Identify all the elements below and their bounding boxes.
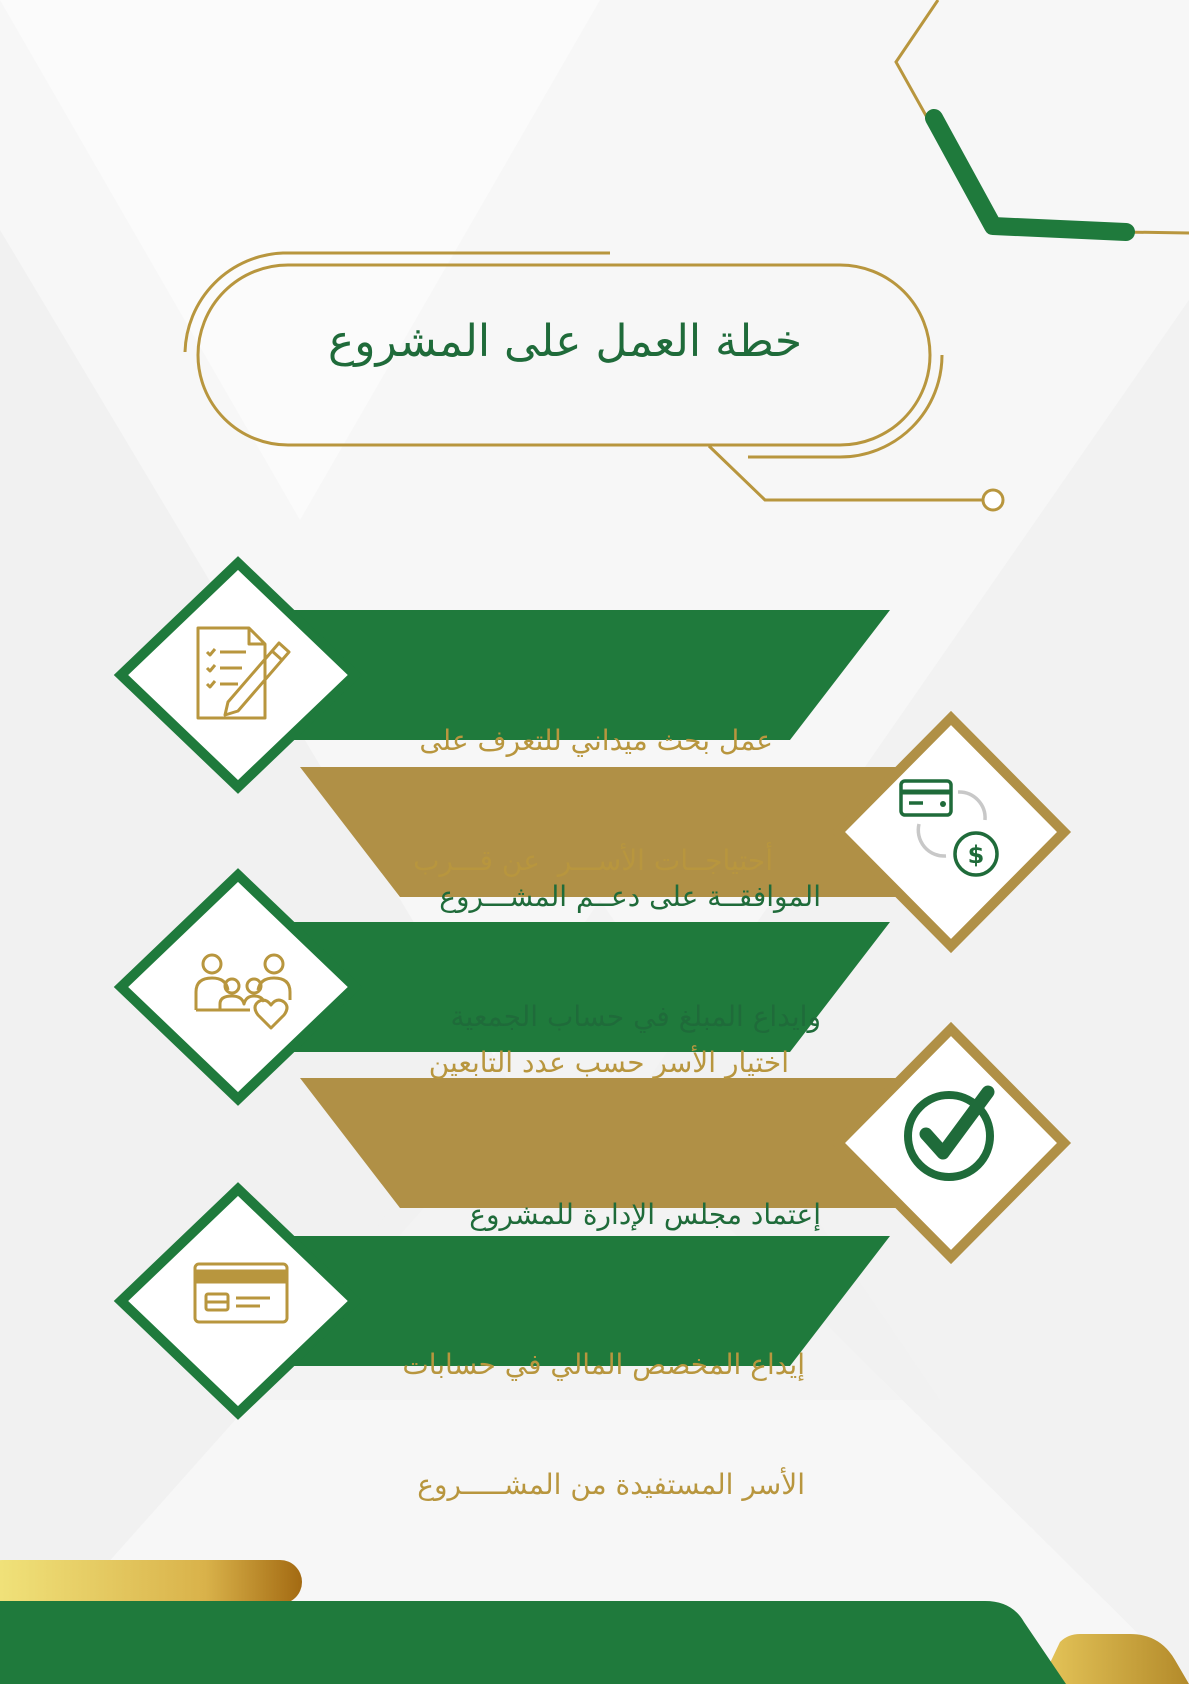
step-5-text — [402, 1265, 805, 1545]
step-5-line-2: الأسر المستفيدة من المشـــــروع — [417, 1468, 805, 1501]
step-3-text — [429, 963, 789, 1123]
step-1-line-2: أحتياجــات الأســـر عن قـــرب — [413, 844, 773, 877]
step-3-line-1: اختيار الأسر حسب عدد التابعين — [428, 1046, 789, 1079]
step-4-line-1: إعتماد مجلس الإدارة للمشروع — [469, 1198, 821, 1231]
step-5-line-1: إيداع المخصص المالي في حسابات — [402, 1348, 805, 1381]
step-1-line-1: عمل بحث ميداني للتعرف على — [419, 724, 773, 757]
step-2-diamond — [838, 718, 1064, 946]
svg-text:$: $ — [967, 841, 985, 869]
step-2-line-2: وايداع المبلغ في حساب الجمعية — [450, 1000, 821, 1033]
step-2-line-1: الموافقــة على دعــم المشـــروع — [439, 880, 821, 913]
step-1-diamond — [121, 563, 355, 787]
step-4-text — [469, 1115, 821, 1275]
page-title: خطة العمل على المشروع — [327, 316, 803, 367]
step-5-diamond — [121, 1189, 355, 1413]
